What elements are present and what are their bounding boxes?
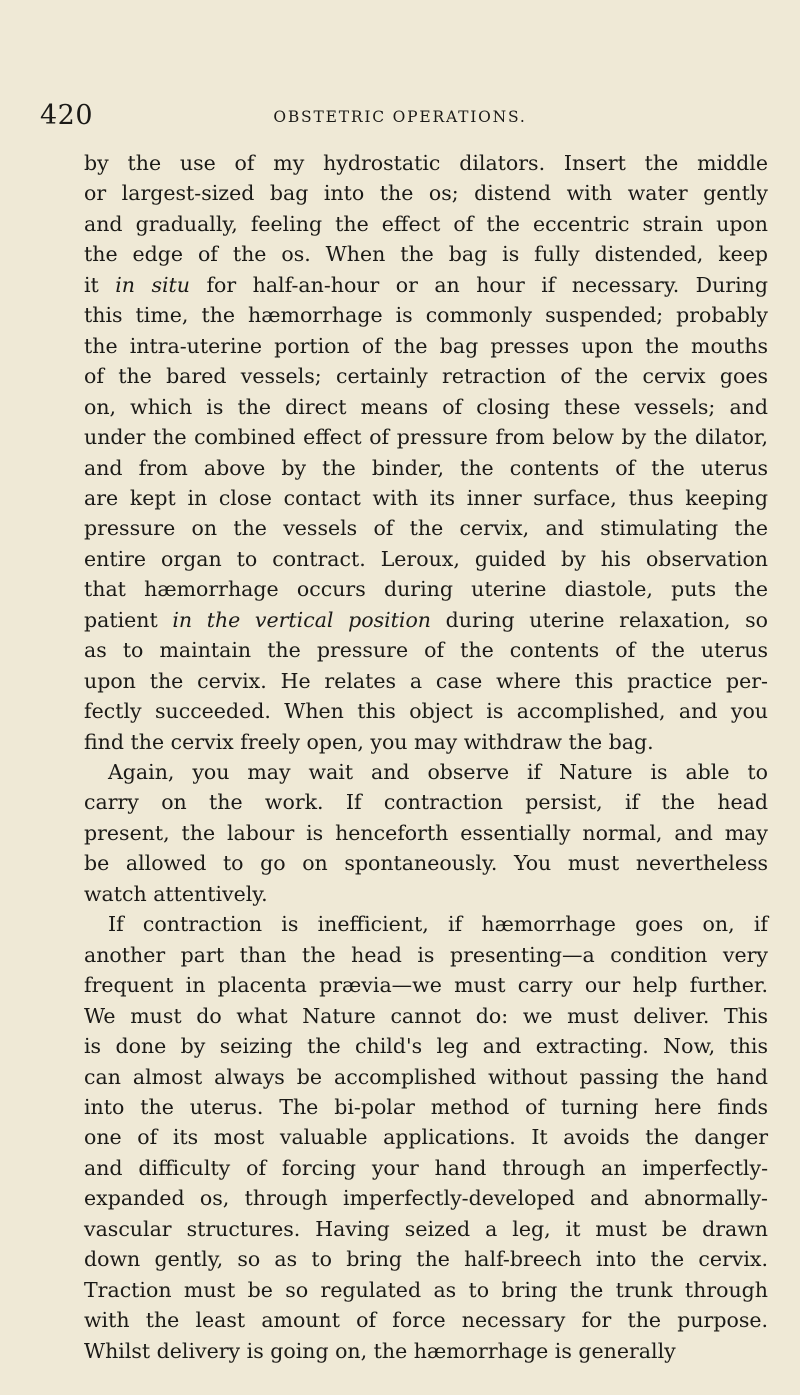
text-segment: this time, the hæmorrhage is commonly suspended; probably (84, 303, 768, 328)
text-line (84, 302, 768, 328)
text-line (84, 1124, 768, 1150)
text-segment: upon the cervix. He relates a case where this practice per- (84, 668, 768, 693)
text-line (84, 637, 768, 663)
text-segment: If contraction is inefficient, if hæmorrhage goes on, if (108, 912, 768, 937)
text-segment: frequent in placenta prævia—we must carry our help further. (84, 973, 768, 998)
text-line (84, 1338, 768, 1364)
text-segment: by the use of my hydrostatic dilators. Insert the middle (84, 151, 768, 175)
text-line (84, 241, 768, 267)
text-line (84, 1185, 768, 1211)
text-line (84, 820, 768, 846)
text-segment: for half-an-hour or an hour if necessary. During (189, 272, 768, 297)
text-segment: and gradually, feeling the effect of the eccentric strain upon (84, 211, 768, 236)
text-line (84, 729, 768, 755)
text-line (84, 698, 768, 724)
text-segment: into the uterus. The bi-polar method of turning here finds (84, 1094, 768, 1119)
text-line (84, 1216, 768, 1242)
text-segment: pressure on the vessels of the cervix, and stimulating the (84, 516, 768, 541)
text-segment: carry on the work. If contraction persist, if the head (84, 790, 768, 815)
text-segment: present, the labour is henceforth essentially normal, and may (84, 820, 768, 845)
text-line (84, 455, 768, 481)
text-segment: one of its most valuable applications. It avoids the danger (84, 1125, 768, 1150)
text-segment: down gently, so as to bring the half-breech into the cervix. (84, 1247, 768, 1272)
text-line (84, 668, 768, 694)
text-segment: on, which is the direct means of closing these vessels; and (84, 394, 768, 419)
text-line (84, 576, 768, 602)
text-segment: can almost always be accomplished without passing the hand (84, 1064, 768, 1089)
text-segment: entire organ to contract. Leroux, guided by his observation (84, 546, 768, 571)
text-segment: and difficulty of forcing your hand through an imperfectly- (84, 1155, 768, 1180)
text-segment: the edge of the os. When the bag is fully distended, keep (84, 242, 768, 267)
text-segment: vascular structures. Having seized a leg, it must be drawn (84, 1216, 768, 1241)
text-segment: watch attentively. (84, 881, 268, 906)
text-segment: of the bared vessels; certainly retraction of the cervix goes (84, 364, 768, 389)
text-segment: find the cervix freely open, you may withdraw the bag. (84, 729, 654, 754)
text-line (84, 607, 768, 633)
text-segment: the intra-uterine portion of the bag presses upon the mouths (84, 333, 768, 358)
text-line (84, 972, 768, 998)
text-line (84, 272, 768, 298)
text-segment: Traction must be so regulated as to bring the trunk through (84, 1277, 768, 1302)
text-segment: are kept in close contact with its inner surface, thus keeping (84, 485, 768, 510)
text-line (84, 1094, 768, 1120)
running-head: OBSTETRIC OPERATIONS. (273, 108, 527, 126)
text-segment: under the combined effect of pressure from below by the dilator, (84, 425, 768, 450)
text-segment: and from above by the binder, the contents of the uterus (84, 455, 768, 480)
text-line (84, 363, 768, 389)
text-line (84, 881, 768, 907)
text-segment: We must do what Nature cannot do: we must deliver. This (84, 1003, 768, 1028)
italic-phrase: in situ (115, 272, 190, 297)
text-line (84, 515, 768, 541)
text-line (84, 1155, 768, 1181)
text-segment: during uterine relaxation, so (431, 607, 768, 632)
text-segment: with the least amount of force necessary for the purpose. (84, 1308, 768, 1333)
text-line (84, 333, 768, 359)
text-segment: Whilst delivery is going on, the hæmorrhage is generally (84, 1338, 676, 1363)
text-line (84, 485, 768, 511)
text-line (84, 789, 768, 815)
text-segment: as to maintain the pressure of the contents of the uterus (84, 638, 768, 663)
text-line (84, 1246, 768, 1272)
text-segment: expanded os, through imperfectly-developed and abnormally- (84, 1186, 768, 1211)
text-segment: it (84, 272, 116, 297)
text-line (84, 180, 768, 206)
text-line (84, 546, 768, 572)
text-line (84, 942, 768, 968)
text-line (84, 1003, 768, 1029)
text-segment: patient (84, 607, 173, 632)
text-line (84, 850, 768, 876)
text-segment: or largest-sized bag into the os; distend with water gently (84, 181, 768, 206)
text-segment: fectly succeeded. When this object is accomplished, and you (84, 699, 768, 724)
text-segment: is done by seizing the child's leg and extracting. Now, this (84, 1034, 768, 1059)
text-line (108, 759, 768, 785)
text-line (84, 1033, 768, 1059)
text-segment: that hæmorrhage occurs during uterine diastole, puts the (84, 577, 768, 602)
text-line (84, 1277, 768, 1303)
text-line (84, 394, 768, 420)
text-line (84, 150, 768, 176)
text-line (84, 1307, 768, 1333)
page-number: 420 (40, 100, 94, 131)
text-segment: Again, you may wait and observe if Nature is able to (108, 760, 768, 784)
text-line (84, 211, 768, 237)
text-segment: another part than the head is presenting—a condition very (84, 942, 768, 967)
text-line (108, 911, 768, 937)
italic-phrase: in the vertical position (172, 607, 431, 632)
text-segment: be allowed to go on spontaneously. You must nevertheless (84, 851, 768, 876)
text-line (84, 424, 768, 450)
text-line (84, 1064, 768, 1090)
